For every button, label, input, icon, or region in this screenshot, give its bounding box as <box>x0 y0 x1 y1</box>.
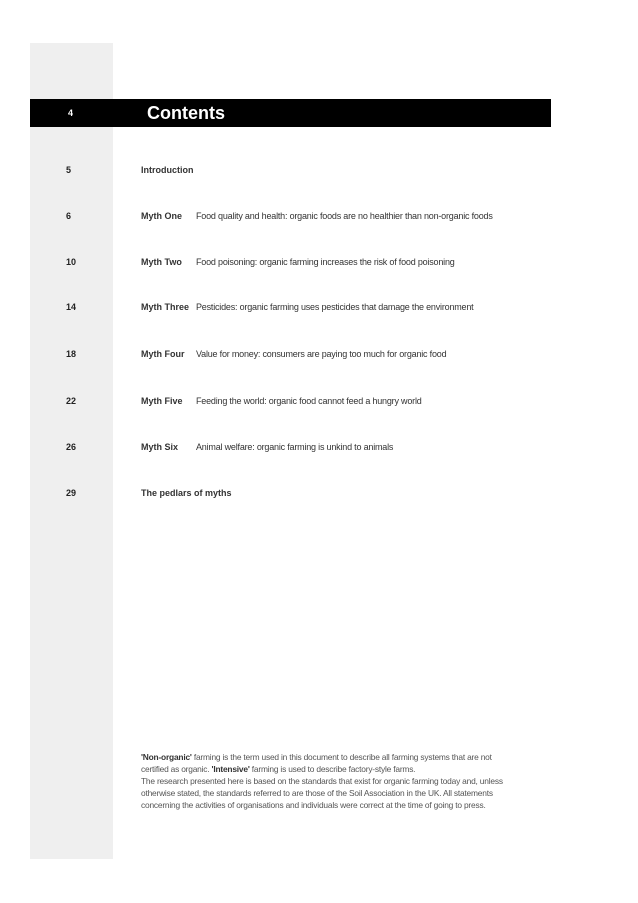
term-non-organic: 'Non-organic' <box>141 752 192 762</box>
toc-section-description: Animal welfare: organic farming is unkind to animals <box>196 442 394 452</box>
toc-section-label: Myth Six <box>141 442 179 452</box>
footnote-line: The research presented here is based on the standards that exist for organic farming today and, unless <box>141 776 503 786</box>
term-intensive: 'Intensive' <box>211 764 250 774</box>
toc-section-label: The pedlars of myths <box>141 488 232 498</box>
toc-row-myth-three[interactable] <box>0 302 638 316</box>
footnote-line: otherwise stated, the standards referred to are those of the Soil Association in the UK. All statements <box>141 788 493 798</box>
toc-section-label: Myth Three <box>141 302 190 312</box>
toc-section-label: Myth Five <box>141 396 183 406</box>
toc-section-description: Food poisoning: organic farming increases the risk of food poisoning <box>196 257 455 267</box>
toc-section-description: Food quality and health: organic foods are no healthier than non-organic foods <box>196 211 493 221</box>
toc-section-label: Myth Two <box>141 257 182 267</box>
toc-page-number: 22 <box>66 396 77 406</box>
page-title: Contents <box>147 103 225 123</box>
footnote <box>141 751 531 811</box>
toc-row-myth-two[interactable] <box>0 257 638 271</box>
toc-page-number: 14 <box>66 302 77 312</box>
footnote-line <box>141 763 531 775</box>
toc-row-myth-five[interactable] <box>0 396 638 410</box>
footnote-line <box>141 751 531 763</box>
toc-row-myth-four[interactable] <box>0 349 638 363</box>
toc-row-pedlars-of-myths[interactable] <box>0 488 638 502</box>
toc-page-number: 26 <box>66 442 77 452</box>
toc-section-label: Myth Four <box>141 349 185 359</box>
toc-section-description: Feeding the world: organic food cannot feed a hungry world <box>196 396 422 406</box>
toc-row-introduction[interactable] <box>0 165 638 179</box>
contents-header-bar <box>30 99 551 127</box>
toc-section-description: Value for money: consumers are paying too much for organic food <box>196 349 447 359</box>
toc-row-myth-six[interactable] <box>0 442 638 456</box>
toc-row-myth-one[interactable] <box>0 211 638 225</box>
toc-section-label: Myth One <box>141 211 183 221</box>
footnote-text: farming is used to describe factory-style farms. <box>249 764 416 774</box>
header-page-number: 4 <box>68 108 74 118</box>
toc-page-number: 10 <box>66 257 77 267</box>
toc-page-number: 18 <box>66 349 77 359</box>
footnote-text: farming is the term used in this document to describe all farming systems that are not <box>191 752 492 762</box>
toc-section-description: Pesticides: organic farming uses pesticides that damage the environment <box>196 302 474 312</box>
footnote-text: certified as organic. <box>141 764 212 774</box>
toc-section-label: Introduction <box>141 165 194 175</box>
footnote-line: concerning the activities of organisations and individuals were correct at the time of going to press. <box>141 800 486 810</box>
toc-page-number: 29 <box>66 488 77 498</box>
toc-page-number: 6 <box>66 211 72 221</box>
toc-page-number: 5 <box>66 165 72 175</box>
